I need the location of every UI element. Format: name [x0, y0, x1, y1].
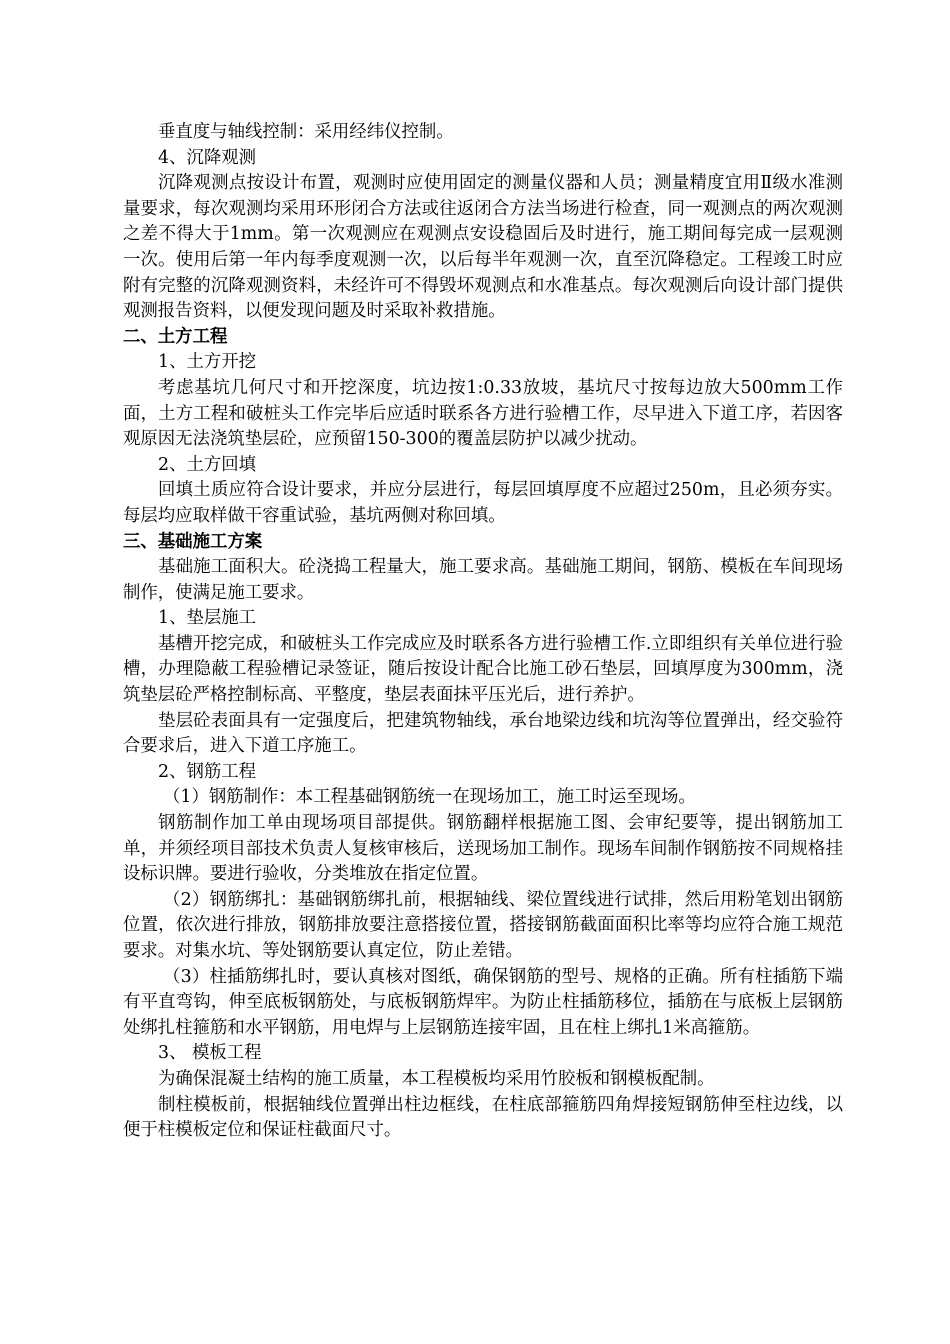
heading-settlement-observation: 4、沉降观测 — [158, 147, 257, 168]
heading-cushion: 1、垫层施工 — [158, 608, 257, 629]
heading-backfill: 2、土方回填 — [158, 454, 257, 475]
paragraph-rebar-processing: 钢筋制作加工单由现场项目部提供。钢筋翻样根据施工图、会审纪要等，提出钢筋加工单，并须经项目部技术负责人复核审核后，送现场加工制作。现场车间制作钢筋按不同规格挂设标识牌。要进行验收，分类堆放在指定位置。 — [123, 813, 843, 885]
document-page — [123, 120, 843, 1144]
paragraph-formwork-1: 为确保混凝土结构的施工质量，本工程模板均采用竹胶板和钢模板配制。 — [158, 1068, 715, 1089]
paragraph-cushion-2: 垫层砼表面具有一定强度后，把建筑物轴线，承台地梁边线和坑沟等位置弹出，经交验符合要求后，进入下道工序施工。 — [123, 710, 843, 757]
section-heading-foundation: 三、基础施工方案 — [123, 531, 263, 552]
section-heading-earthwork: 二、土方工程 — [123, 326, 228, 347]
paragraph-excavation: 考虑基坑几何尺寸和开挖深度，坑边按1:0.33放坡，基坑尺寸按每边放大500mm工作面，土方工程和破桩头工作完毕后应适时联系各方进行验槽工作，尽早进入下道工序，若因客观原因无法浇筑垫层砼，应预留150-300的覆盖层防护以减少扰动。 — [123, 377, 843, 450]
paragraph-rebar-binding: （2）钢筋绑扎：基础钢筋绑扎前，根据轴线、梁位置线进行试排，然后用粉笔划出钢筋位置，依次进行排放，钢筋排放要注意搭接位置，搭接钢筋截面面积比率等均应符合施工规范要求。对集水坑、等处钢筋要认真定位，防止差错。 — [123, 889, 843, 961]
paragraph-rebar-making: （1）钢筋制作：本工程基础钢筋统一在现场加工，施工时运至现场。 — [163, 787, 696, 808]
paragraph-verticality: 垂直度与轴线控制：采用经纬仪控制。 — [158, 122, 454, 142]
paragraph-cushion-1: 基槽开挖完成，和破桩头工作完成应及时联系各方进行验槽工作.立即组织有关单位进行验槽，办理隐蔽工程验槽记录签证，随后按设计配合比施工砂石垫层，回填厚度为300mm，浇筑垫层砼严格控制标高、平整度，垫层表面抹平压光后，进行养护。 — [123, 633, 843, 706]
heading-rebar: 2、钢筋工程 — [158, 761, 257, 782]
paragraph-settlement: 沉降观测点按设计布置，观测时应使用固定的测量仪器和人员；测量精度宜用Ⅱ级水准测量要求，每次观测均采用环形闭合方法或往返闭合方法当场进行检查，同一观测点的两次观测之差不得大于1mm。第一次观测应在观测点安设稳固后及时进行，施工期间每完成一层观测一次。使用后第一年内每季度观测一次，以后每半年观测一次，直至沉降稳定。工程竣工时应附有完整的沉降观测资料，未经许可不得毁坏观测点和水准基点。每次观测后向设计部门提供观测报告资料，以便发现问题及时采取补救措施。 — [123, 173, 843, 322]
paragraph-backfill: 回填土质应符合设计要求，并应分层进行，每层回填厚度不应超过250m，且必须夯实。每层均应取样做干容重试验，基坑两侧对称回填。 — [123, 480, 843, 526]
paragraph-column-dowel: （3）柱插筋绑扎时，要认真核对图纸，确保钢筋的型号、规格的正确。所有柱插筋下端有平直弯钩，伸至底板钢筋处，与底板钢筋焊牢。为防止柱插筋移位，插筋在与底板上层钢筋处绑扎柱箍筋和水平钢筋，用电焊与上层钢筋连接牢固，且在柱上绑扎1米高箍筋。 — [123, 966, 843, 1038]
paragraph-foundation-intro: 基础施工面积大。砼浇捣工程量大，施工要求高。基础施工期间，钢筋、模板在车间现场制作，使满足施工要求。 — [123, 557, 843, 603]
heading-formwork: 3、 模板工程 — [158, 1043, 262, 1064]
heading-excavation: 1、土方开挖 — [158, 352, 257, 373]
paragraph-formwork-2: 制柱模板前，根据轴线位置弹出柱边框线，在柱底部箍筋四角焊接短钢筋伸至柱边线，以便于柱模板定位和保证柱截面尺寸。 — [123, 1094, 843, 1141]
